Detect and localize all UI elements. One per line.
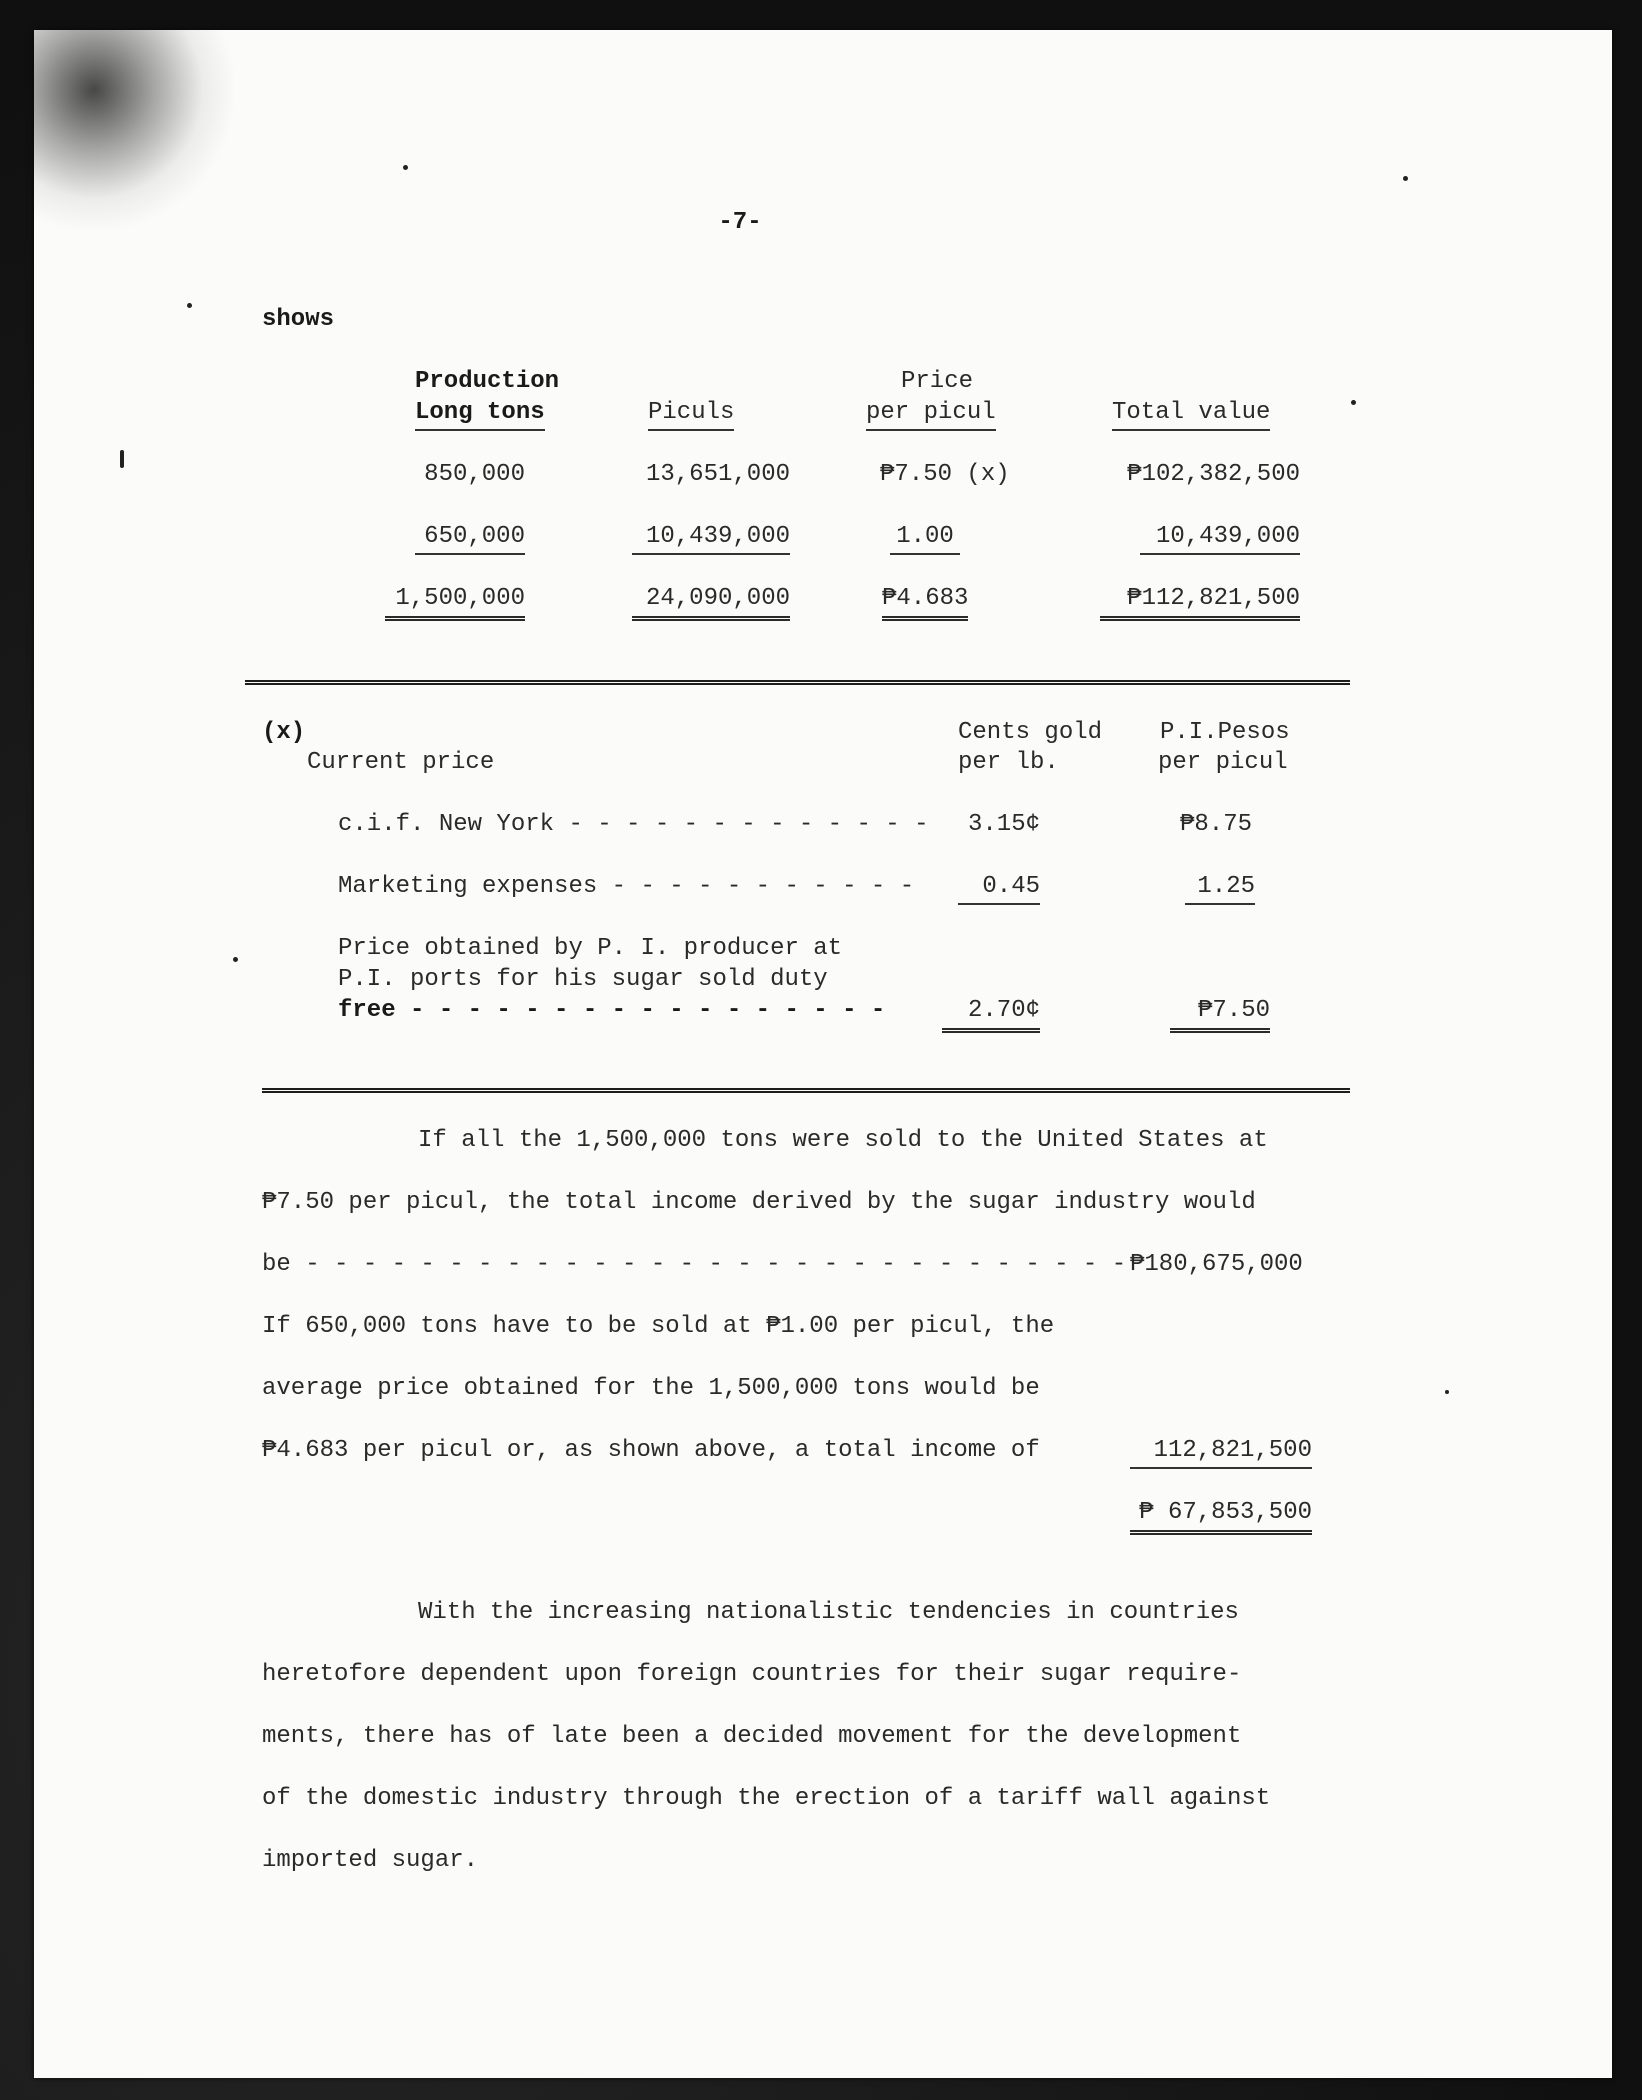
footnote-title: Current price [307,749,495,776]
typewritten-page [34,30,1612,2078]
table-cell: 13,651,000 [645,461,790,488]
table-cell: ₱102,382,500 [1127,461,1300,488]
table-cell: ₱4.683 [882,584,968,621]
speck [187,303,192,308]
footnote-row-cents: 3.15¢ [967,811,1040,838]
speck [120,450,124,468]
paragraph-line: of the domestic industry through the erection of a tariff wall against [262,1785,1271,1812]
footnote-row-label: Marketing expenses - - - - - - - - - - - [338,873,915,900]
section-divider [262,1088,1350,1093]
footnote-final-label-line3: free - - - - - - - - - - - - - - - - - [338,997,886,1024]
page-number: -7- [718,209,762,236]
speck [1445,1390,1449,1394]
income-difference: ₱ 67,853,500 [1130,1498,1312,1535]
paragraph-line: ments, there has of late been a decided movement for the development [262,1723,1242,1750]
footnote-row-label: c.i.f. New York - - - - - - - - - - - - - [338,811,929,838]
table-cell: 10,439,000 [1140,522,1300,555]
header-production-line2: Long tons [415,398,545,431]
table-cell: 10,439,000 [632,522,790,555]
paragraph-line: If all the 1,500,000 tons were sold to the United States at [418,1127,1268,1154]
header-production-line1: Production [415,368,560,395]
footnote-final-label-line2: P.I. ports for his sugar sold duty [338,966,828,993]
footnote-row-pesos: ₱8.75 [1179,811,1252,838]
footnote-col2-header-line2: per picul [1158,749,1288,776]
footnote-marker: (x) [262,719,306,746]
paragraph-line: ₱7.50 per picul, the total income derived by the sugar industry would [262,1189,1256,1216]
table-cell: 650,000 [415,522,525,555]
header-piculs: Piculs [648,398,734,431]
footnote-row-pesos: 1.25 [1185,872,1255,905]
speck [1351,400,1356,405]
paragraph-line: With the increasing nationalistic tendencies in countries [418,1599,1239,1626]
table-cell: ₱112,821,500 [1100,584,1300,621]
paragraph-line: heretofore dependent upon foreign countries for their sugar require- [262,1661,1242,1688]
footnote-final-cents: 2.70¢ [942,996,1040,1033]
footnote-col1-header-line1: Cents gold [958,719,1103,746]
table-cell: 1,500,000 [385,584,525,621]
income-amount: ₱180,675,000 [1130,1251,1303,1278]
table-cell: 24,090,000 [632,584,790,621]
speck [1403,176,1408,181]
section-divider [245,680,1350,685]
table-cell: ₱7.50 (x) [880,461,1010,488]
speck [233,957,238,962]
footnote-row-cents: 0.45 [958,872,1040,905]
income-amount: 112,821,500 [1130,1436,1312,1469]
header-price-line2: per picul [866,398,996,431]
speck [403,165,408,170]
paragraph-line: ₱4.683 per picul or, as shown above, a total income of [262,1437,1040,1464]
header-price-line1: Price [900,368,973,395]
header-total-value: Total value [1112,398,1270,431]
intro-word: shows [262,306,335,333]
footnote-final-label-line1: Price obtained by P. I. producer at [338,935,843,962]
table-cell: 850,000 [424,461,525,488]
paragraph-line: If 650,000 tons have to be sold at ₱1.00 per picul, the [262,1313,1055,1340]
table-cell: 1.00 [890,522,960,555]
footnote-final-pesos: ₱7.50 [1170,996,1270,1033]
paragraph-line: imported sugar. [262,1847,479,1874]
footnote-col1-header-line2: per lb. [958,749,1059,776]
footnote-col2-header-line1: P.I.Pesos [1160,719,1290,746]
paragraph-line: average price obtained for the 1,500,000 tons would be [262,1375,1040,1402]
paragraph-line: be - - - - - - - - - - - - - - - - - - - - - - - - - - - - - [262,1251,1127,1278]
